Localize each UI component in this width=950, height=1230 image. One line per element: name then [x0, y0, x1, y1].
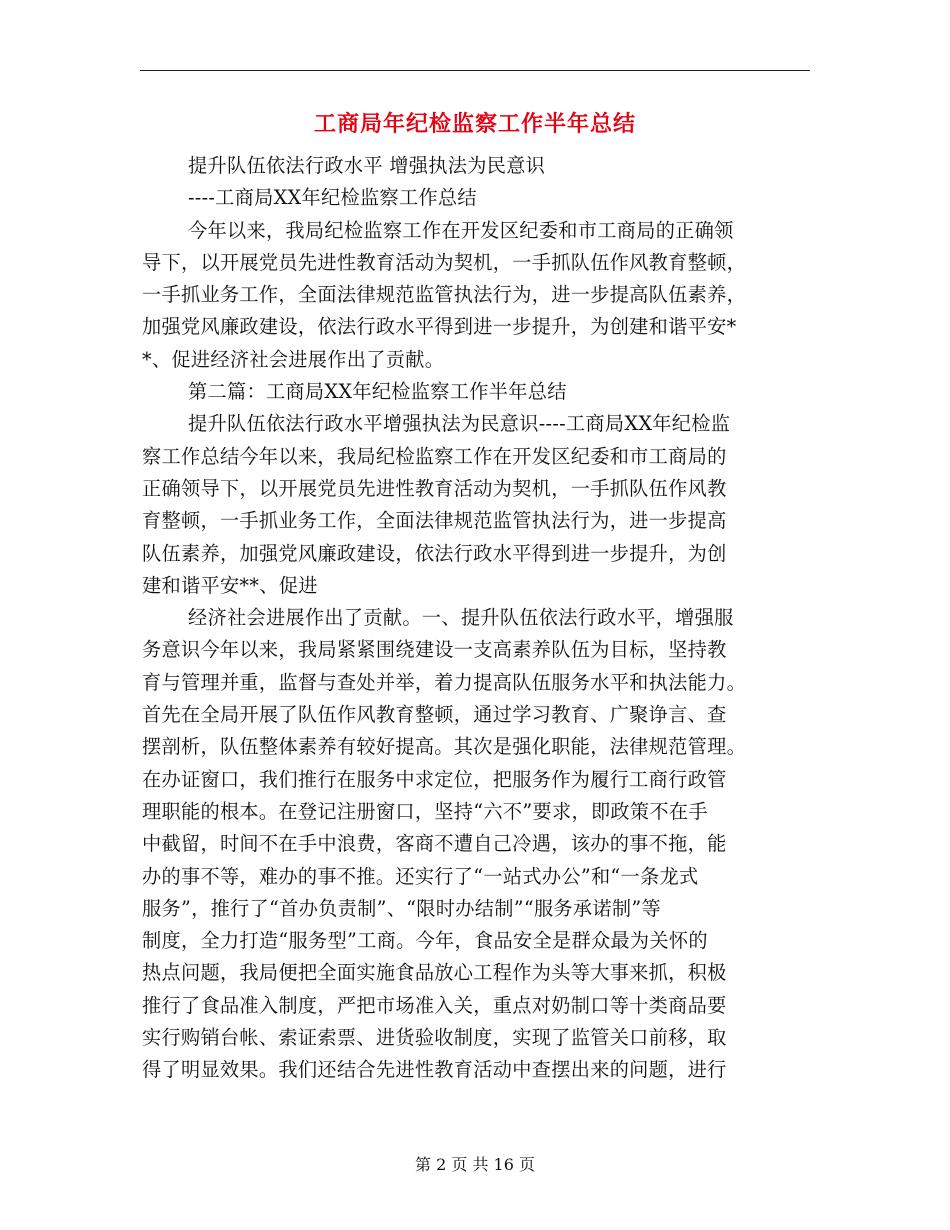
text-line: 正确领导下，以开展党员先进性教育活动为契机，一手抓队伍作风教 [142, 476, 727, 500]
text-line: 队伍素养，加强党风廉政建设，依法行政水平得到进一步提升，为创 [142, 541, 727, 565]
text-line: 提升队伍依法行政水平增强执法为民意识----工商局XX年纪检监 [188, 412, 731, 436]
page-footer: 第 2 页 共 16 页 [415, 1155, 535, 1174]
text-line: 今年以来，我局纪检监察工作在开发区纪委和市工商局的正确领 [188, 218, 734, 242]
text-line: 建和谐平安**、促进 [142, 573, 318, 597]
text-line: 育与管理并重，监督与查处并举，着力提高队伍服务水平和执法能力。 [142, 670, 747, 694]
text-line: 经济社会进展作出了贡献。一、提升队伍依法行政水平，增强服 [188, 606, 734, 630]
text-line: 中截留，时间不在手中浪费，客商不遭自己冷遇，该办的事不拖，能 [142, 832, 727, 856]
text-line: 察工作总结今年以来，我局纪检监察工作在开发区纪委和市工商局的 [142, 444, 727, 468]
text-line: 加强党风廉政建设，依法行政水平得到进一步提升，为创建和谐平安* [142, 315, 737, 339]
text-line: 导下，以开展党员先进性教育活动为契机，一手抓队伍作风教育整顿， [142, 250, 747, 274]
document-body [142, 150, 808, 1087]
text-line: ----工商局XX年纪检监察工作总结 [188, 186, 477, 210]
text-line: 办的事不等，难办的事不推。还实行了“一站式办公”和“一条龙式 [142, 864, 699, 888]
text-line: 服务”，推行了“首办负责制”、“限时办结制”“服务承诺制”等 [142, 896, 661, 920]
text-line: 在办证窗口，我们推行在服务中求定位，把服务作为履行工商行政管 [142, 767, 727, 791]
text-line: 育整顿，一手抓业务工作，全面法律规范监管执法行为，进一步提高 [142, 509, 727, 533]
text-line: 得了明显效果。我们还结合先进性教育活动中查摆出来的问题，进行 [142, 1058, 727, 1082]
text-line: 理职能的根本。在登记注册窗口，坚持“六不”要求，即政策不在手 [142, 799, 708, 823]
text-line: 第二篇：工商局XX年纪检监察工作半年总结 [188, 380, 567, 404]
text-line: 实行购销台帐、索证索票、进货验收制度，实现了监管关口前移，取 [142, 1026, 727, 1050]
text-line: 务意识今年以来，我局紧紧围绕建设一支高素养队伍为目标，坚持教 [142, 638, 727, 662]
text-line: 推行了食品准入制度，严把市场准入关，重点对奶制口等十类商品要 [142, 993, 727, 1017]
text-line: 提升队伍依法行政水平 增强执法为民意识 [188, 154, 546, 177]
text-line: *、促进经济社会进展作出了贡献。 [142, 347, 445, 371]
text-line: 一手抓业务工作，全面法律规范监管执法行为，进一步提高队伍素养， [142, 283, 747, 307]
text-line: 热点问题，我局便把全面实施食品放心工程作为头等大事来抓，积极 [142, 961, 727, 985]
text-line: 摆剖析，队伍整体素养有较好提高。其次是强化职能，法律规范管理。 [142, 735, 747, 759]
text-line: 首先在全局开展了队伍作风教育整顿，通过学习教育、广聚诤言、查 [142, 703, 727, 727]
header-rule [140, 70, 810, 71]
text-line: 制度，全力打造“服务型”工商。今年，食品安全是群众最为关怀的 [142, 929, 708, 953]
document-title: 工商局年纪检监察工作半年总结 [313, 111, 636, 137]
